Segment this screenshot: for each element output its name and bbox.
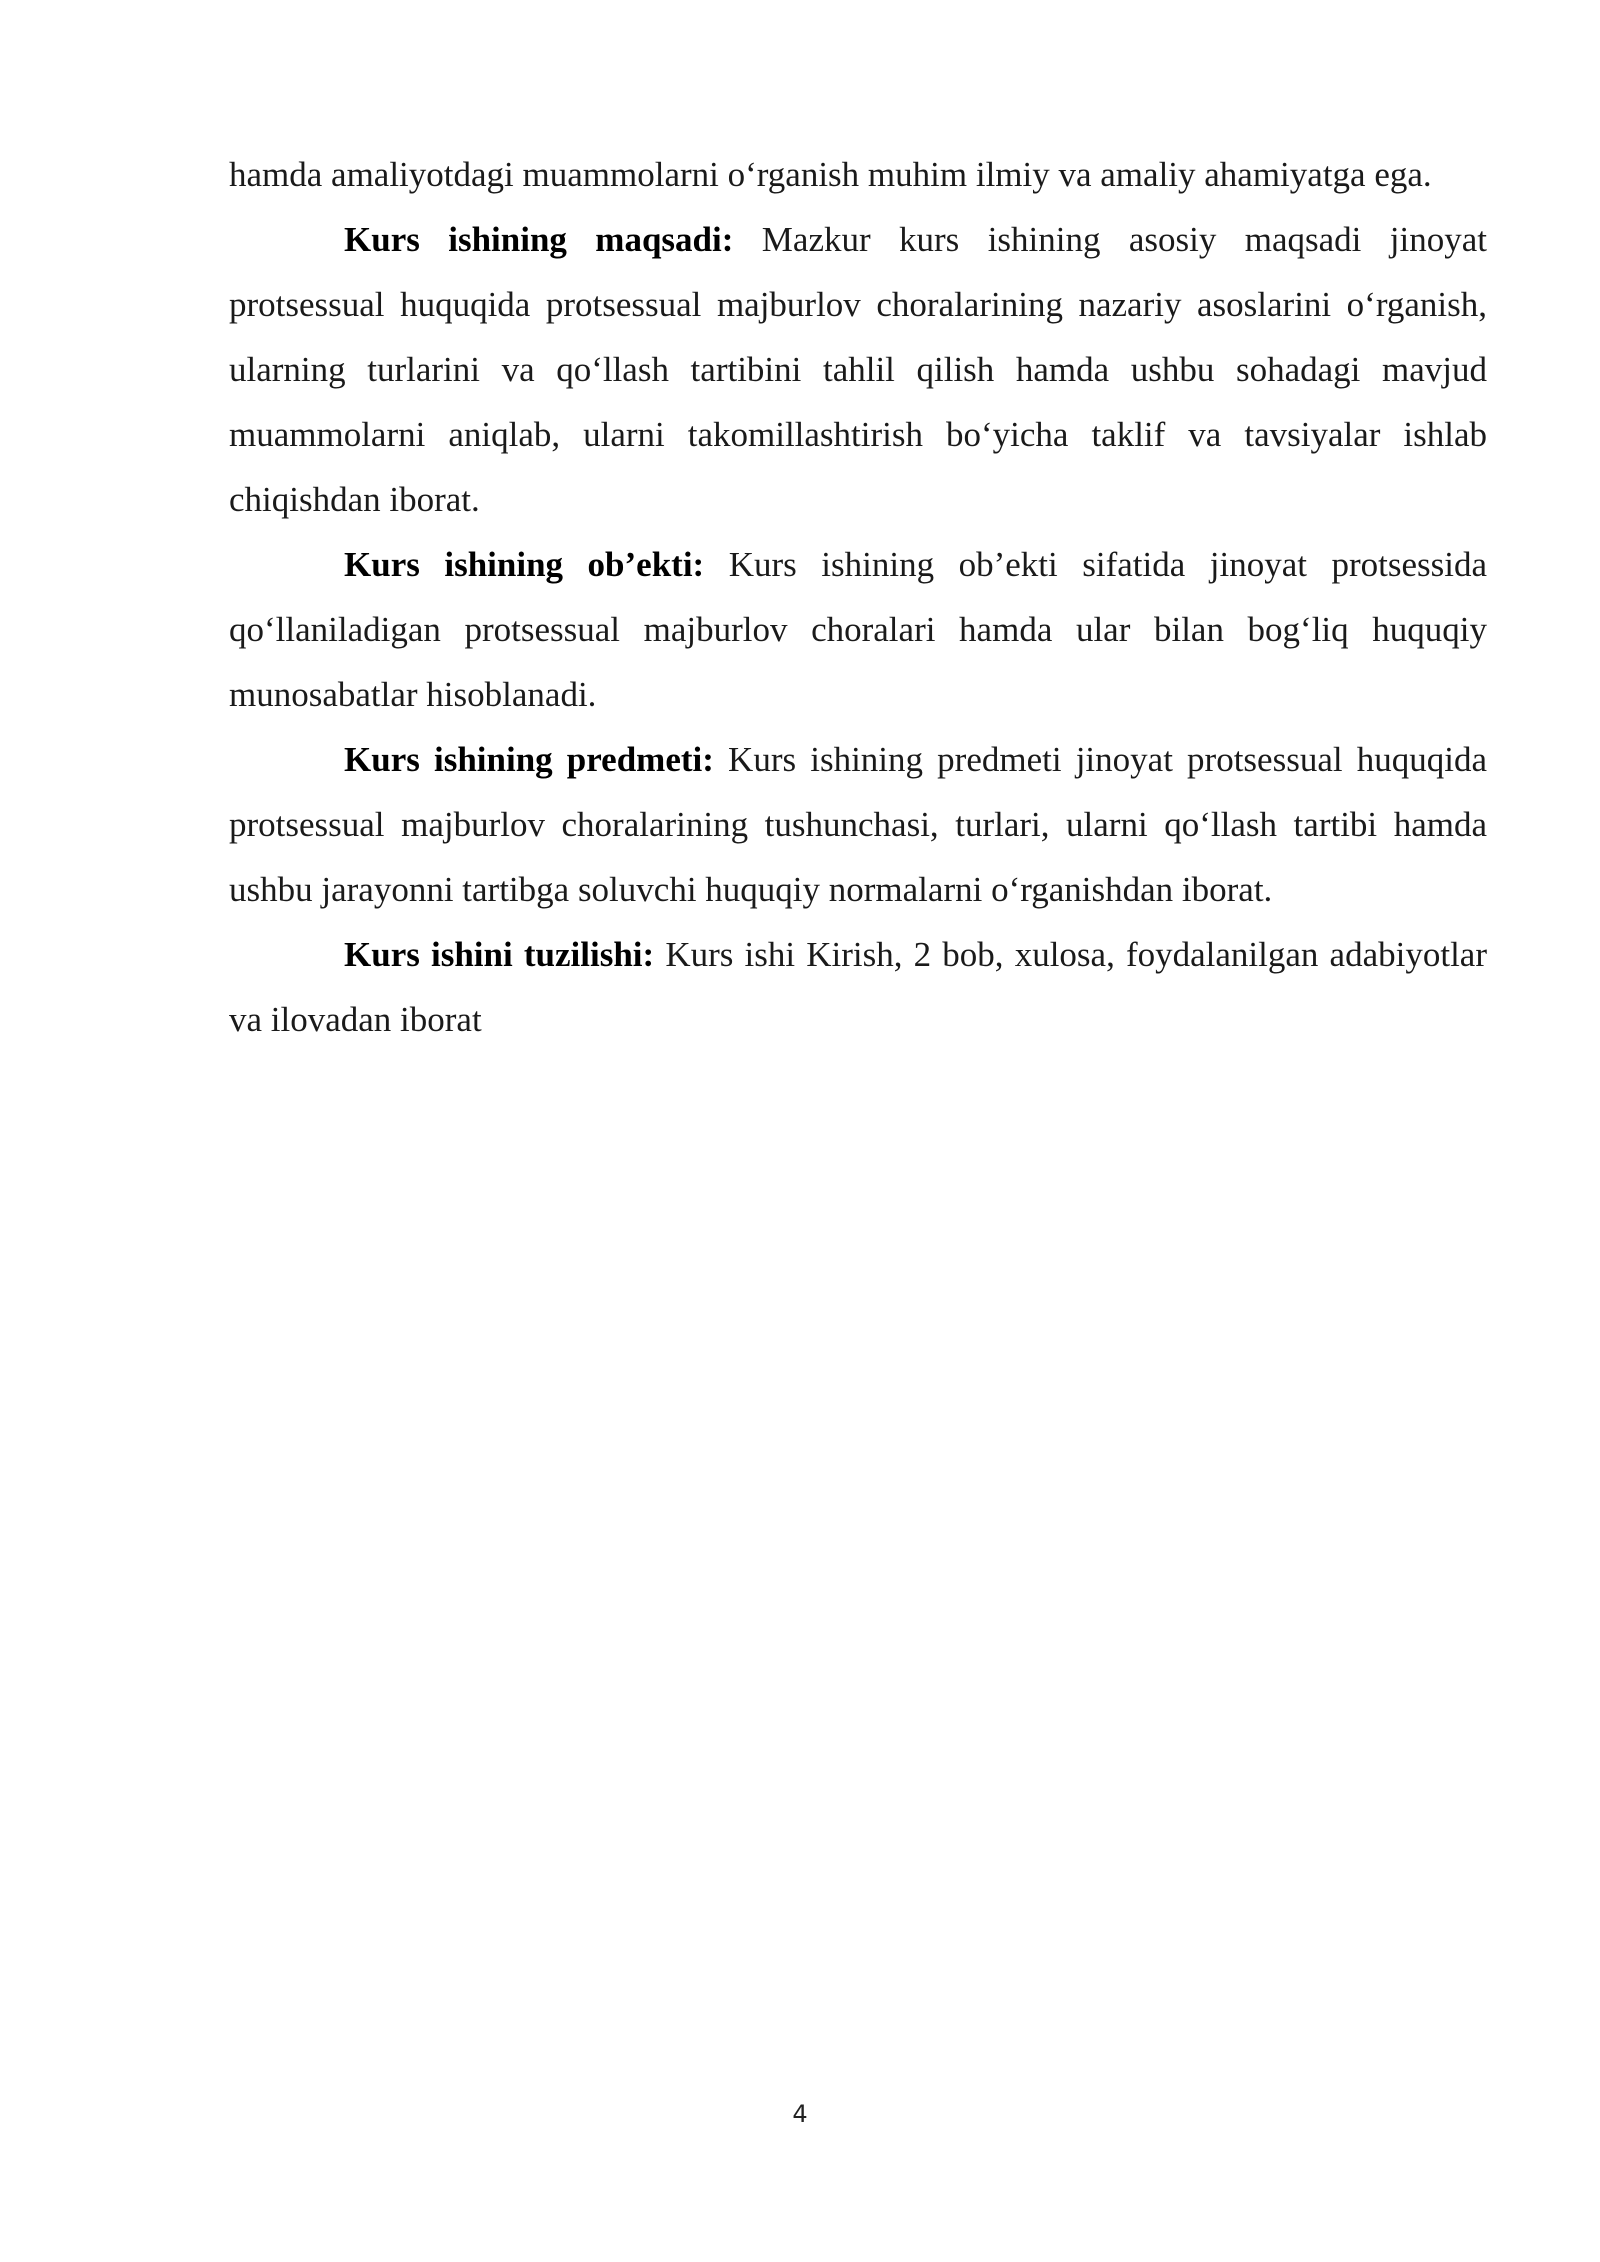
paragraph-heading: Kurs ishining maqsadi: xyxy=(344,220,734,259)
paragraph-text: Mazkur kurs ishining asosiy maqsadi jinoyat protsessual huquqida protsessual majburlov choralarining nazariy asoslarini o‘rganish, ularning turlarini va qo‘llash tartibini tahlil qilish hamda ushbu sohadagi mavjud muammolarni aniqlab, ularni takomillashtirish bo‘yicha taklif va tavsiyalar ishlab chiqishdan iborat. xyxy=(229,220,1487,519)
body-text xyxy=(229,142,1487,1052)
paragraph-aim xyxy=(229,207,1487,532)
paragraph-object xyxy=(229,532,1487,727)
page-number: 4 xyxy=(792,2100,808,2128)
paragraph-structure xyxy=(229,922,1487,1052)
paragraph-text: Kurs ishining ob’ekti sifatida jinoyat protsessida qo‘llaniladigan protsessual majburlov choralari hamda ular bilan bog‘liq huquqiy munosabatlar hisoblanadi. xyxy=(229,545,1487,714)
paragraph-continuation xyxy=(229,142,1487,207)
paragraph-text: Kurs ishining predmeti jinoyat protsessual huquqida protsessual majburlov choralarining tushunchasi, turlari, ularni qo‘llash tartibi hamda ushbu jarayonni tartibga soluvchi huquqiy normalarni o‘rganishdan iborat. xyxy=(229,740,1487,909)
paragraph-text: hamda amaliyotdagi muammolarni o‘rganish muhim ilmiy va amaliy ahamiyatga ega. xyxy=(229,155,1432,194)
paragraph-text: Kurs ishi Kirish, 2 bob, xulosa, foydalanilgan adabiyotlar va ilovadan iborat xyxy=(229,935,1487,1039)
paragraph-heading: Kurs ishini tuzilishi: xyxy=(344,935,655,974)
paragraph-heading: Kurs ishining predmeti: xyxy=(344,740,714,779)
paragraph-subject xyxy=(229,727,1487,922)
paragraph-heading: Kurs ishining ob’ekti: xyxy=(344,545,705,584)
